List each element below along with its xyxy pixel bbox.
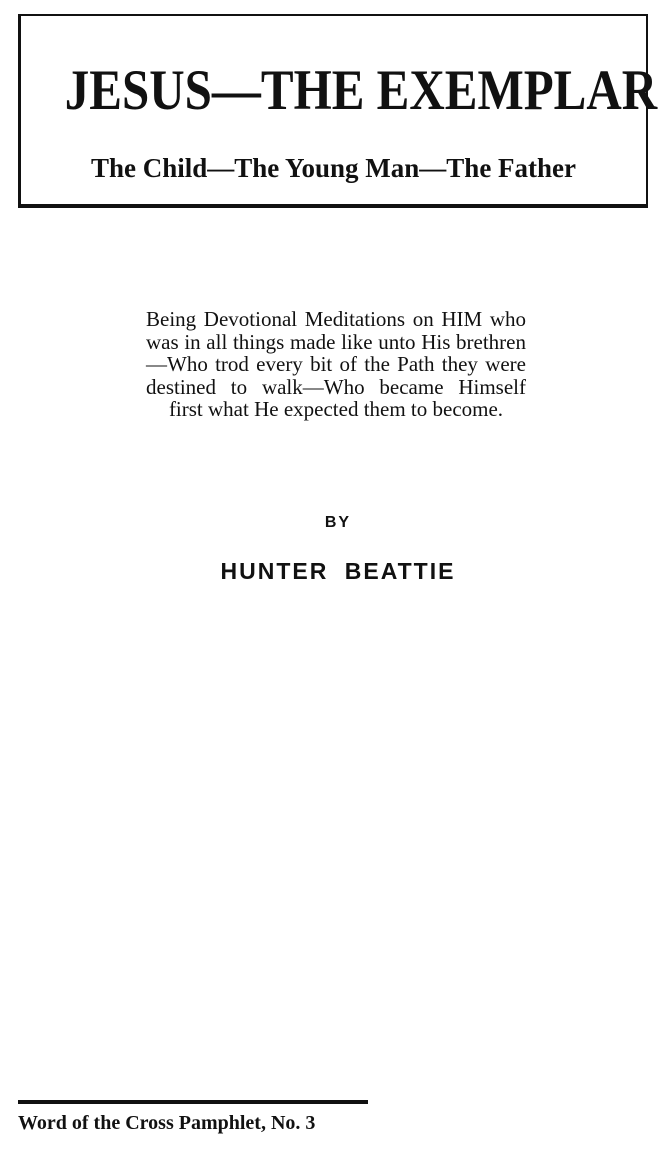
- series-footer: Word of the Cross Pamphlet, No. 3: [18, 1112, 316, 1134]
- title-box: [18, 14, 658, 208]
- byline-by: BY: [324, 514, 352, 531]
- page-title: JESUS—THE EXEMPLAR: [64, 59, 658, 122]
- page-subtitle: The Child—The Young Man—The Father: [90, 153, 577, 183]
- footer-divider: [18, 1100, 368, 1104]
- author-name: HUNTER BEATTIE: [220, 558, 456, 584]
- description-paragraph: Being Devotional Meditations on HIM who was in all things made like unto His brethren—Who trod every bit of the Path they were destined to walk—Who became Himself first what He expected them to become.: [146, 307, 526, 421]
